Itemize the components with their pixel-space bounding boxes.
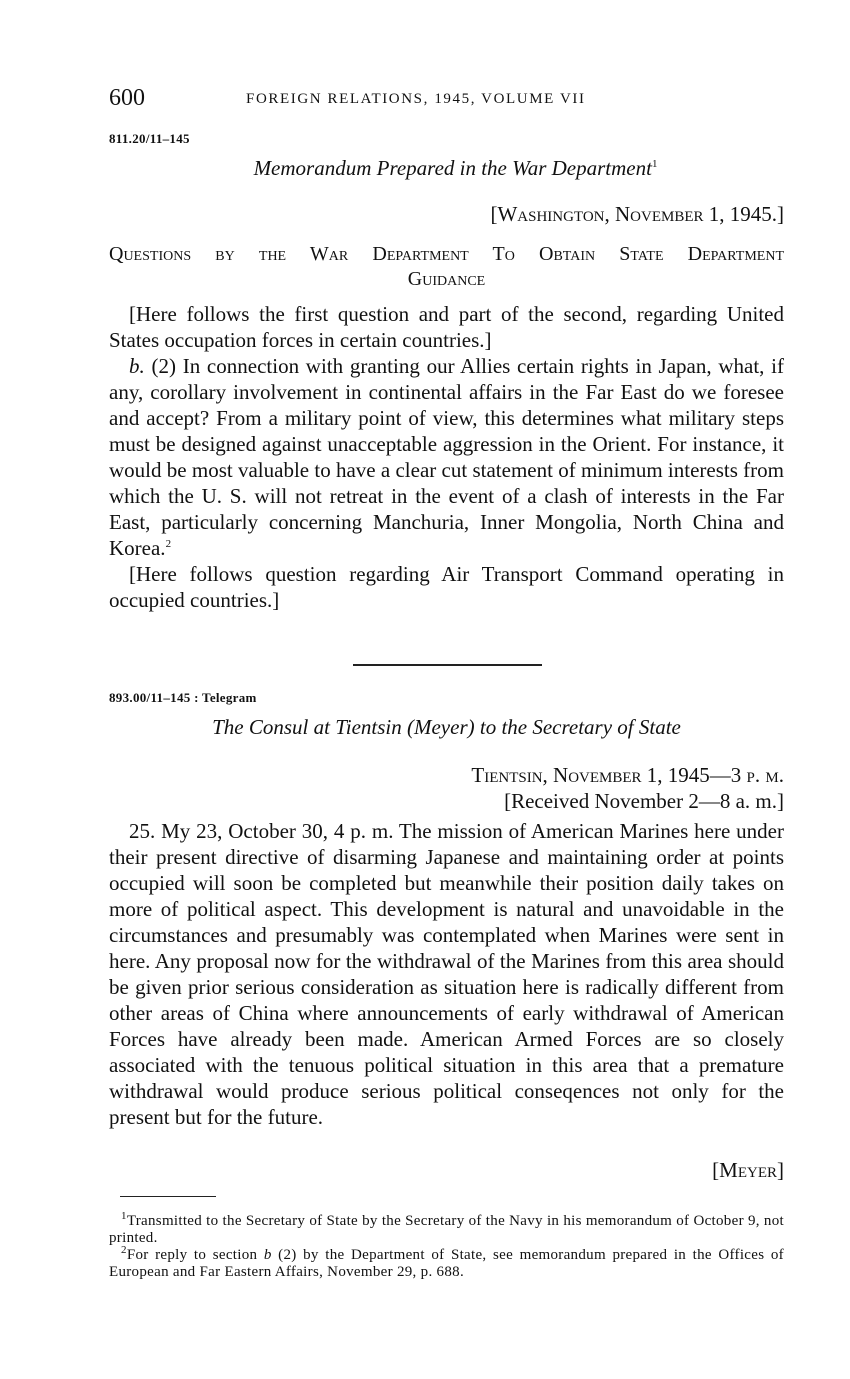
file-number: 811.20/11–145 (109, 131, 190, 146)
footnote-rule (120, 1196, 216, 1197)
title-part: ) to the Secretary of State (467, 715, 681, 739)
telegram-body (109, 818, 784, 1130)
footnote (109, 1244, 784, 1281)
footnote-text: For reply to section (126, 1247, 264, 1263)
document-body (109, 301, 784, 613)
footnote-ref: 1 (651, 158, 658, 170)
paragraph (109, 353, 784, 561)
signature: [Meyer] (712, 1158, 784, 1182)
document-title (109, 155, 784, 181)
paragraph: [Here follows the first question and part of the second, regarding United States occupation forces in certain countries.] (109, 302, 784, 352)
paragraph: 25. My 23, October 30, 4 p. m. The mission of American Marines here under their present directive of disarming Japanese and maintaining order at points occupied will soon be completed but meanwhile their position daily takes on more of political aspect. This development is natural and unavoidable in the circumstances and presumably was contemplated when Marines were sent in here. Any proposal now for the withdrawal of the Marines from this area should be given prior serious consideration as situation here is radically different from other areas of China where announcements of early withdrawal of American Forces have already been made. American Armed Forces are so closely associated with the tenuous political situation in this area that a premature withdrawal would produce serious political conseqences not only for the present but for the future. (109, 819, 784, 1129)
footnote-label: b (263, 1247, 272, 1263)
paragraph-label: b. (129, 354, 145, 378)
footnotes (109, 1210, 784, 1281)
section-divider (353, 664, 542, 666)
footnote-text: Transmitted to the Secretary of State by the Secretary of the Navy in his memorandum of October 9, not printed. (109, 1213, 784, 1246)
title-name: Meyer (413, 715, 468, 739)
dateline-sent: Tientsin, November 1, 1945—3 p. m. (471, 763, 784, 787)
running-title: FOREIGN RELATIONS, 1945, VOLUME VII (246, 91, 586, 107)
section-heading (109, 242, 784, 292)
paragraph-text: (2) In connection with granting our Allies certain rights in Japan, what, if any, corollary involvement in continental affairs in the Far East do we foresee and accept? From a military point of view, this determines what military steps must be designed against unacceptable aggression in the Orient. For instance, it would be most valuable to have a clear cut statement of minimum interests from which the U. S. will not retreat in the event of a clash of interests in the Far East, particularly concerning Manchuria, Inner Mongolia, North China and Korea. (109, 354, 784, 560)
dateline (471, 762, 784, 814)
footnote-ref: 2 (165, 538, 172, 550)
footnote (109, 1210, 784, 1247)
dateline (490, 201, 784, 227)
file-number: 893.00/11–145 : Telegram (109, 690, 257, 705)
dateline-received: [Received November 2—8 a. m.] (504, 789, 784, 813)
page-number: 600 (109, 85, 145, 111)
footnote-text: (2) by the Department of State, see memorandum prepared in the Offices of European and Far Eastern Affairs, November 29, p. 688. (109, 1247, 784, 1280)
document-title-text: Memorandum Prepared in the War Department (253, 156, 652, 180)
footnote-mark: 2 (121, 1244, 127, 1256)
dateline-text: [Washington, November 1, 1945.] (490, 202, 784, 226)
title-part: The Consul at Tientsin ( (212, 715, 414, 739)
document-title (109, 714, 784, 740)
paragraph: [Here follows question regarding Air Transport Command operating in occupied countries.] (109, 562, 784, 612)
footnote-mark: 1 (121, 1210, 127, 1222)
section-heading-line2: Guidance (407, 268, 486, 290)
section-heading-line1: Questions by the War Department To Obtain State Department (109, 243, 784, 265)
